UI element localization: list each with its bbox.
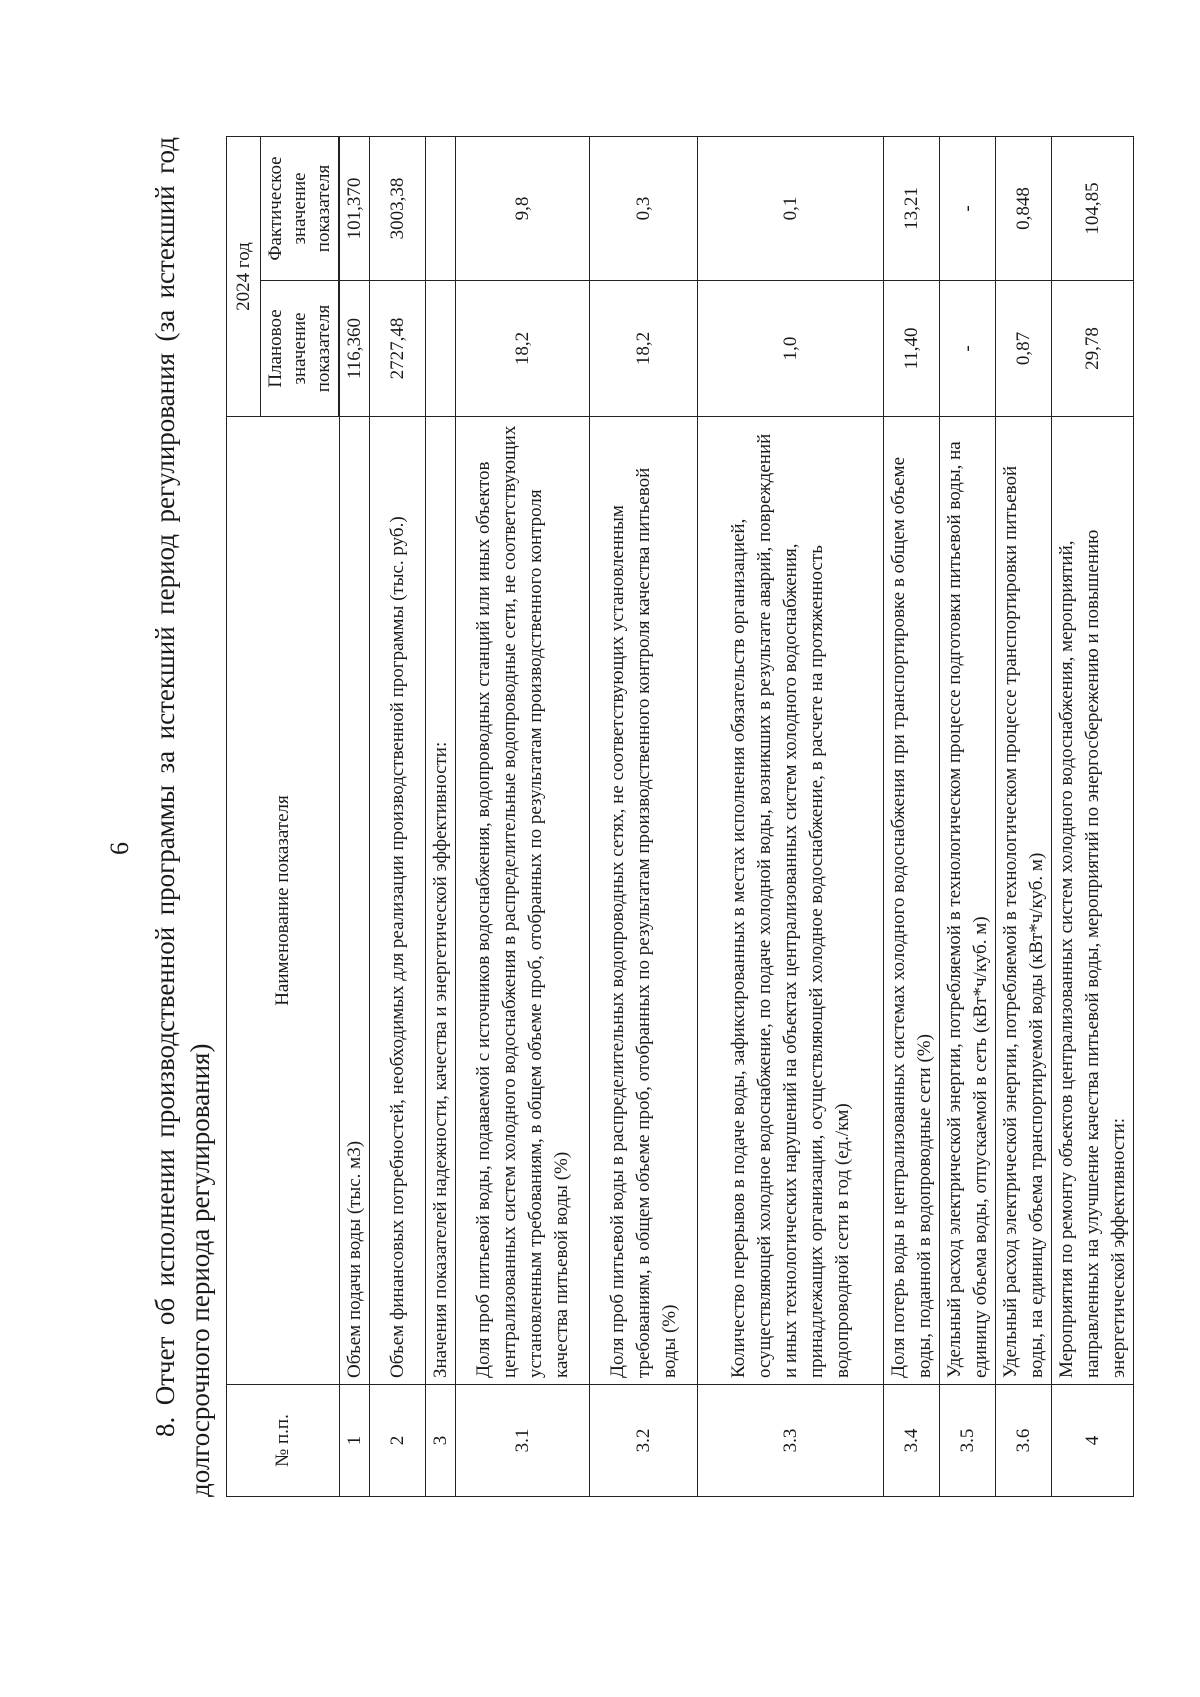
- table-row: [426, 136, 456, 1496]
- row-planned-value: 116,360: [340, 281, 370, 417]
- row-indicator-name: Мероприятия по ремонту объектов централизованных систем холодного водоснабжения, мероприятий, направленных на улучшение качества питьевой воды, мероприятий по энергосбережению и повышению энергетической эффективности:: [1052, 417, 1134, 1385]
- row-indicator-name: Доля проб питьевой воды в распределительных водопроводных сетях, не соответствующих установленным требованиям, в общем объеме проб, отобранных по результатам производственного контроля качества питьевой воды (%): [590, 417, 698, 1385]
- row-planned-value: 18,2: [456, 281, 590, 417]
- section-heading: [148, 137, 218, 1497]
- row-actual-value: 101,370: [340, 136, 370, 280]
- row-planned-value: 1,0: [698, 281, 884, 417]
- row-number: 3: [426, 1385, 456, 1497]
- row-actual-value: 0,1: [698, 136, 884, 280]
- row-number: 2: [370, 1385, 426, 1497]
- row-actual-value: [426, 136, 456, 280]
- table-row: [456, 136, 590, 1496]
- table-row: [884, 136, 940, 1496]
- column-header-planned: Плановое значение показателя: [261, 281, 339, 417]
- row-planned-value: [426, 281, 456, 417]
- row-planned-value: 11,40: [884, 281, 940, 417]
- row-planned-value: 18,2: [590, 281, 698, 417]
- table-row: [1052, 136, 1134, 1496]
- row-number: 4: [1052, 1385, 1134, 1497]
- section-heading-line-2: долгосрочного периода регулирования): [185, 1043, 215, 1497]
- production-program-report-table: [226, 136, 1134, 1497]
- column-header-indicator-name: Наименование показателя: [227, 417, 340, 1385]
- column-header-year: 2024 год: [227, 136, 261, 416]
- table-body: [340, 136, 1134, 1496]
- table-row: [940, 136, 996, 1496]
- row-actual-value: 0,848: [996, 136, 1052, 280]
- row-indicator-name: Доля потерь воды в централизованных системах холодного водоснабжения при транспортировке в общем объеме воды, поданной в водопроводные сети (%): [884, 417, 940, 1385]
- section-heading-line-1: 8. Отчет об исполнении производственной программы за истекший период регулирования (за истекший год: [150, 137, 180, 1437]
- row-actual-value: 0,3: [590, 136, 698, 280]
- page-number: 6: [105, 842, 134, 855]
- row-indicator-name: Удельный расход электрической энергии, потребляемой в технологическом процессе транспортировки питьевой воды, на единицу объема транспортируемой воды (кВт*ч/куб. м): [996, 417, 1052, 1385]
- row-indicator-name: Доля проб питьевой воды, подаваемой с источников водоснабжения, водопроводных станций или иных объектов централизованных систем холодного водоснабжения в распределительные водопроводные сети, не соответствующих установленным требованиям, в общем объеме проб, отобранных по результатам производственного контроля качества питьевой воды (%): [456, 417, 590, 1385]
- row-actual-value: 13,21: [884, 136, 940, 280]
- column-header-number: № п.п.: [227, 1385, 340, 1497]
- row-actual-value: -: [940, 136, 996, 280]
- table-row: [370, 136, 426, 1496]
- row-indicator-name: Значения показателей надежности, качества и энергетической эффективности:: [426, 417, 456, 1385]
- table-row: [340, 136, 370, 1496]
- row-planned-value: 29,78: [1052, 281, 1134, 417]
- row-planned-value: 2727,48: [370, 281, 426, 417]
- row-actual-value: 9,8: [456, 136, 590, 280]
- row-number: 3.4: [884, 1385, 940, 1497]
- row-planned-value: -: [940, 281, 996, 417]
- row-actual-value: 104,85: [1052, 136, 1134, 280]
- row-number: 3.3: [698, 1385, 884, 1497]
- row-number: 3.5: [940, 1385, 996, 1497]
- row-indicator-name: Объем подачи воды (тыс. м3): [340, 417, 370, 1385]
- row-indicator-name: Количество перерывов в подаче воды, зафиксированных в местах исполнения обязательств организацией, осуществляющей холодное водоснабжение, по подаче холодной воды, возникших в результате аварий, повреждений и иных технологических нарушений на объектах централизованных систем холодного водоснабжения, принадлежащих организации, осуществляющей холодное водоснабжение, в расчете на протяженность водопроводной сети в год (ед./км): [698, 417, 884, 1385]
- column-header-actual: Фактическое значение показателя: [261, 136, 339, 280]
- row-indicator-name: Удельный расход электрической энергии, потребляемой в технологическом процессе подготовки питьевой воды, на единицу объема воды, отпускаемой в сеть (кВт*ч/куб. м): [940, 417, 996, 1385]
- table-row: [590, 136, 698, 1496]
- row-number: 3.1: [456, 1385, 590, 1497]
- table-row: [996, 136, 1052, 1496]
- row-indicator-name: Объем финансовых потребностей, необходимых для реализации производственной программы (тыс. руб.): [370, 417, 426, 1385]
- row-number: 1: [340, 1385, 370, 1497]
- row-number: 3.2: [590, 1385, 698, 1497]
- row-number: 3.6: [996, 1385, 1052, 1497]
- row-actual-value: 3003,38: [370, 136, 426, 280]
- table-row: [698, 136, 884, 1496]
- row-planned-value: 0,87: [996, 281, 1052, 417]
